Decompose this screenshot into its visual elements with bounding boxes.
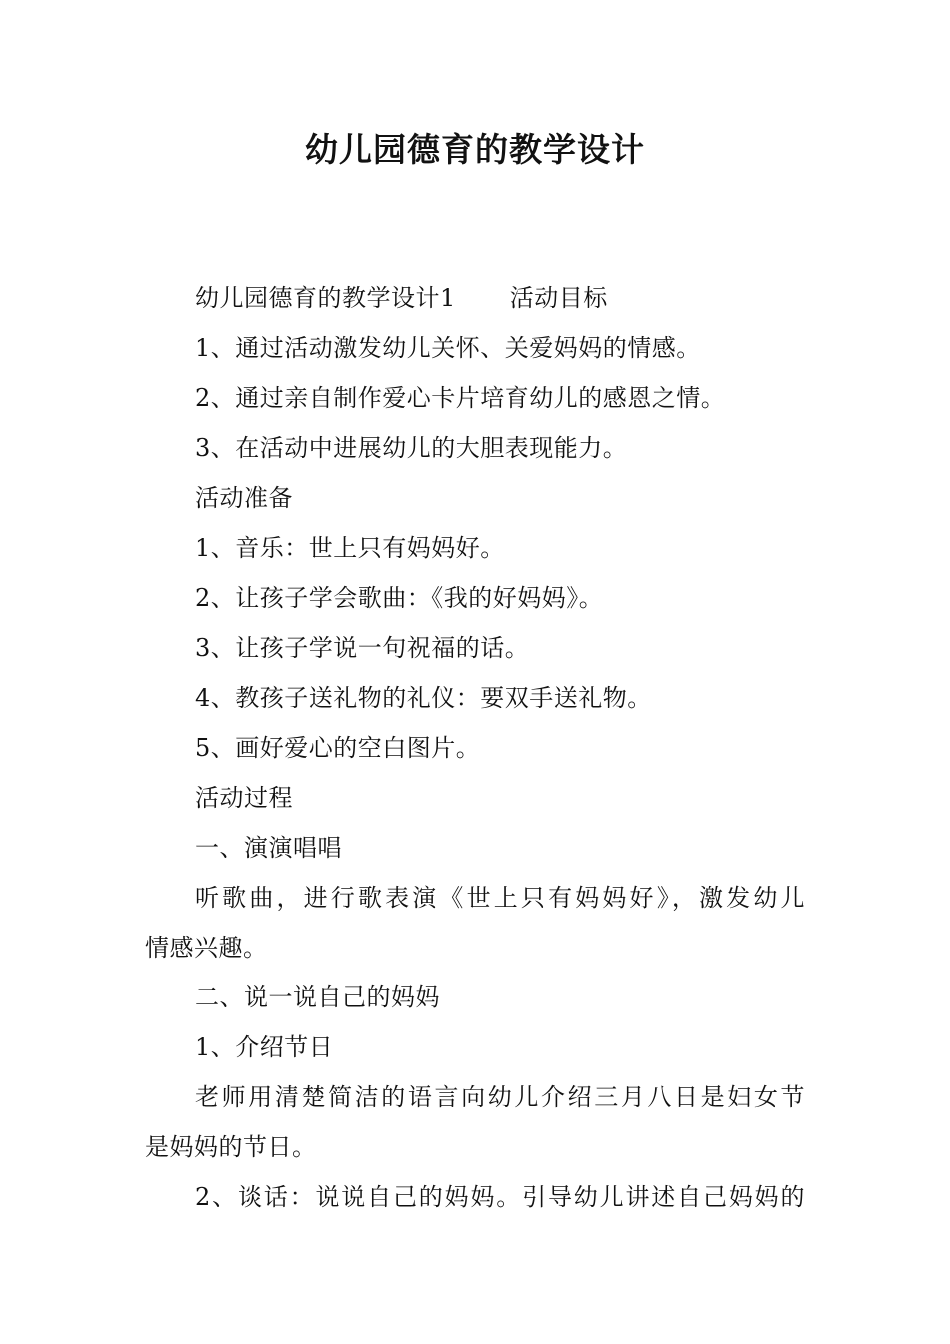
goal-item-1: 1、通过活动激发幼儿关怀、关爱妈妈的情感。: [195, 334, 701, 362]
design-label: 幼儿园德育的教学设计1: [195, 284, 456, 312]
paragraph-line: 听歌曲，进行歌表演《世上只有妈妈好》，激发幼儿: [195, 884, 805, 912]
section-heading-process: 活动过程: [195, 784, 293, 812]
sub-step-2: 2、谈话：说说自己的妈妈。引导幼儿讲述自己妈妈的: [195, 1183, 805, 1211]
section-heading-goals: 活动目标: [509, 284, 608, 312]
process-step-1-heading: 一、演演唱唱: [195, 834, 342, 862]
goal-item-2: 2、通过亲自制作爱心卡片培育幼儿的感恩之情。: [195, 384, 726, 412]
document-title: 幼儿园德育的教学设计: [305, 130, 645, 169]
prep-item-3: 3、让孩子学说一句祝福的话。: [195, 634, 530, 662]
paragraph-line: 情感兴趣。: [145, 934, 268, 962]
section-heading-preparation: 活动准备: [195, 484, 293, 512]
prep-item-2: 2、让孩子学会歌曲：《我的好妈妈》。: [195, 584, 604, 612]
prep-item-4: 4、教孩子送礼物的礼仪：要双手送礼物。: [195, 684, 652, 712]
sub-step-1: 1、介绍节日: [195, 1033, 334, 1061]
prep-item-5: 5、画好爱心的空白图片。: [195, 734, 481, 762]
paragraph-line: 老师用清楚简洁的语言向幼儿介绍三月八日是妇女节: [195, 1083, 805, 1111]
prep-item-1: 1、音乐：世上只有妈妈好。: [195, 534, 505, 562]
process-step-2-heading: 二、说一说自己的妈妈: [195, 983, 440, 1011]
goal-item-3: 3、在活动中进展幼儿的大胆表现能力。: [195, 434, 628, 462]
paragraph-line: 是妈妈的节日。: [145, 1133, 317, 1161]
section-heading-line: [195, 278, 608, 318]
